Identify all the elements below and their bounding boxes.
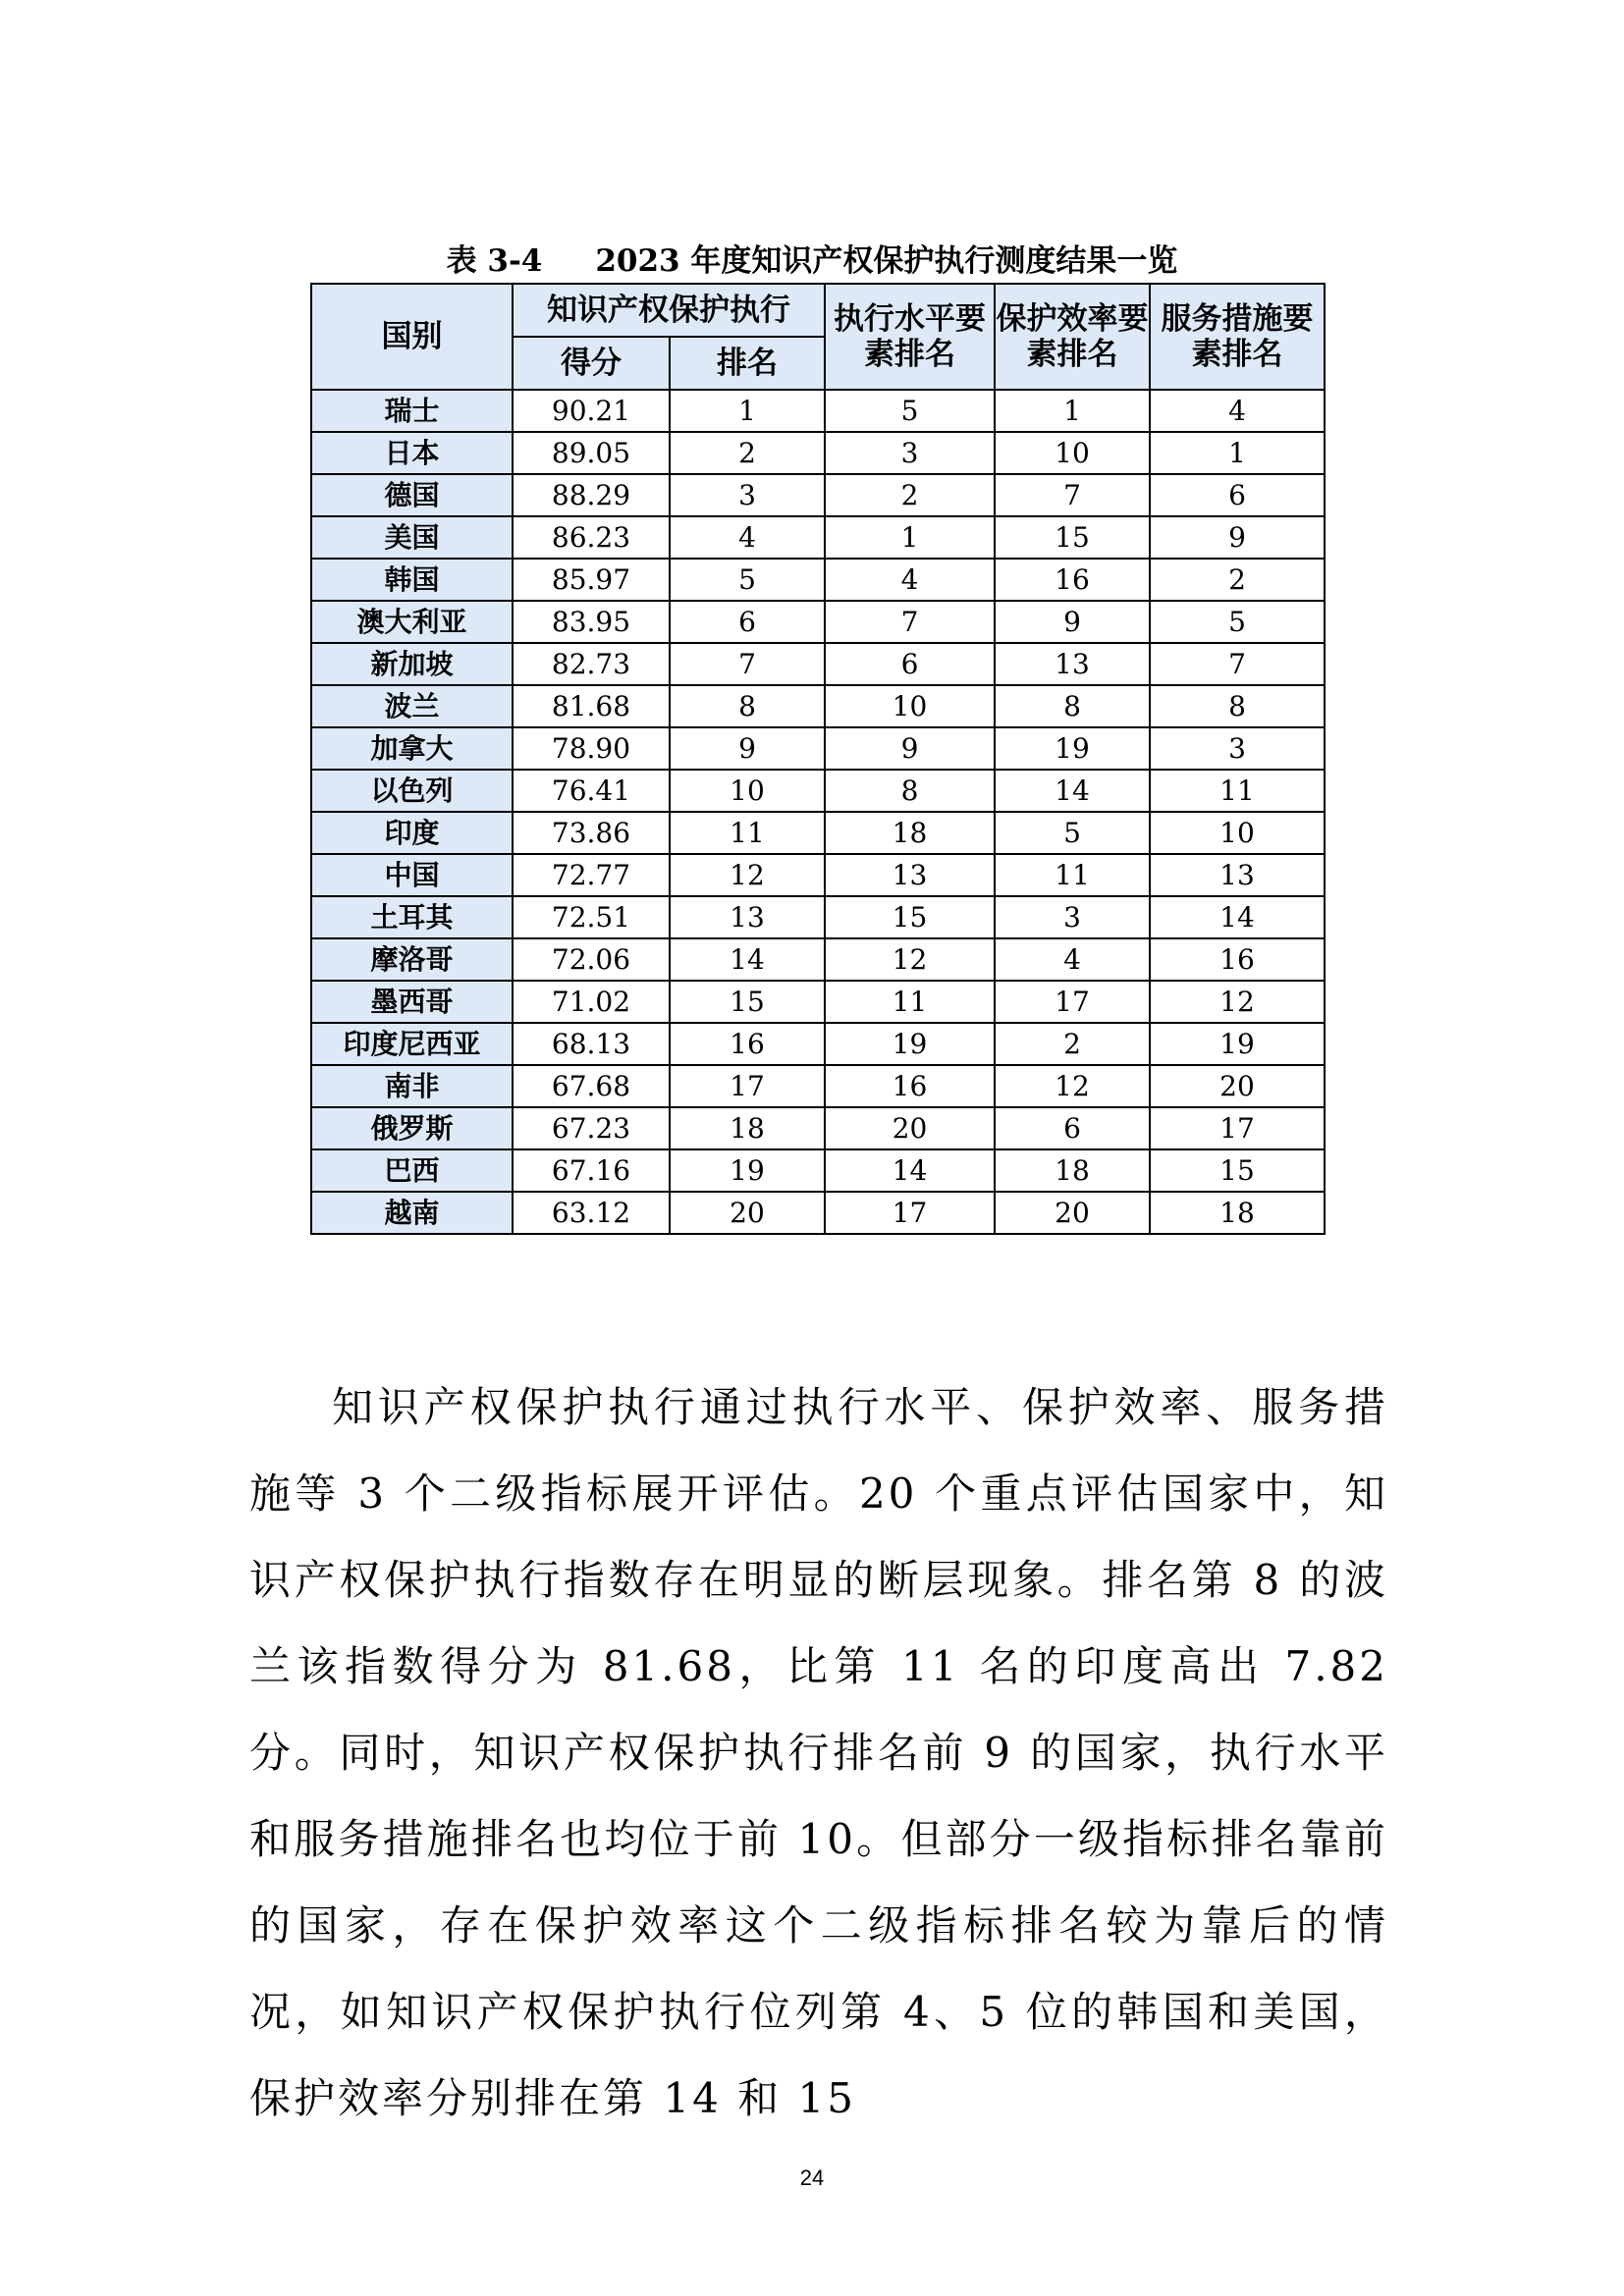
table-row xyxy=(311,1065,1325,1107)
table-row xyxy=(311,559,1325,601)
efficiency-rank-cell: 9 xyxy=(995,601,1150,643)
table-row xyxy=(311,390,1325,432)
execution-rank-cell: 7 xyxy=(825,601,995,643)
efficiency-rank-cell: 15 xyxy=(995,516,1150,559)
efficiency-rank-cell: 2 xyxy=(995,1023,1150,1065)
country-cell: 南非 xyxy=(311,1065,513,1107)
table-row xyxy=(311,981,1325,1023)
table-row xyxy=(311,938,1325,981)
score-cell: 63.12 xyxy=(513,1192,670,1234)
efficiency-rank-cell: 3 xyxy=(995,896,1150,938)
score-cell: 72.06 xyxy=(513,938,670,981)
country-cell: 以色列 xyxy=(311,770,513,812)
country-cell: 波兰 xyxy=(311,685,513,727)
table-row xyxy=(311,601,1325,643)
efficiency-rank-cell: 13 xyxy=(995,643,1150,685)
score-cell: 85.97 xyxy=(513,559,670,601)
country-cell: 新加坡 xyxy=(311,643,513,685)
header-efficiency-rank: 保护效率要素排名 xyxy=(995,284,1150,390)
service-rank-cell: 7 xyxy=(1150,643,1325,685)
table-row xyxy=(311,812,1325,854)
country-cell: 摩洛哥 xyxy=(311,938,513,981)
rank-cell: 2 xyxy=(670,432,825,474)
country-cell: 瑞士 xyxy=(311,390,513,432)
rank-cell: 4 xyxy=(670,516,825,559)
rank-cell: 6 xyxy=(670,601,825,643)
efficiency-rank-cell: 12 xyxy=(995,1065,1150,1107)
service-rank-cell: 5 xyxy=(1150,601,1325,643)
score-cell: 90.21 xyxy=(513,390,670,432)
service-rank-cell: 3 xyxy=(1150,727,1325,770)
table-row xyxy=(311,1023,1325,1065)
service-rank-cell: 14 xyxy=(1150,896,1325,938)
execution-rank-cell: 10 xyxy=(825,685,995,727)
efficiency-rank-cell: 4 xyxy=(995,938,1150,981)
table-row xyxy=(311,854,1325,896)
service-rank-cell: 9 xyxy=(1150,516,1325,559)
score-cell: 82.73 xyxy=(513,643,670,685)
country-cell: 土耳其 xyxy=(311,896,513,938)
service-rank-cell: 17 xyxy=(1150,1107,1325,1149)
service-rank-cell: 15 xyxy=(1150,1149,1325,1192)
service-rank-cell: 16 xyxy=(1150,938,1325,981)
efficiency-rank-cell: 8 xyxy=(995,685,1150,727)
results-table xyxy=(310,283,1326,1235)
score-cell: 78.90 xyxy=(513,727,670,770)
header-ip-enforcement: 知识产权保护执行 xyxy=(513,284,825,337)
efficiency-rank-cell: 11 xyxy=(995,854,1150,896)
body-paragraph: 知识产权保护执行通过执行水平、保护效率、服务措施等 3 个二级指标展开评估。20 个重点评估国家中，知识产权保护执行指数存在明显的断层现象。排名第 8 的波兰该指数得分为 81.68，比第 11 名的印度高出 7.82 分。同时，知识产权保护执行排名前 9 的国家，执行水平和服务措施排名也均位于前 10。但部分一级指标排名靠前的国家，存在保护效率这个二级指标排名较为靠后的情况，如知识产权保护执行位列第 4、5 位的韩国和美国，保护效率分别排在第 14 和 15 xyxy=(249,1383,1388,2122)
efficiency-rank-cell: 14 xyxy=(995,770,1150,812)
service-rank-cell: 19 xyxy=(1150,1023,1325,1065)
table-row xyxy=(311,727,1325,770)
header-rank: 排名 xyxy=(670,337,825,390)
efficiency-rank-cell: 17 xyxy=(995,981,1150,1023)
efficiency-rank-cell: 5 xyxy=(995,812,1150,854)
efficiency-rank-cell: 7 xyxy=(995,474,1150,516)
execution-rank-cell: 4 xyxy=(825,559,995,601)
table-row xyxy=(311,1192,1325,1234)
service-rank-cell: 1 xyxy=(1150,432,1325,474)
efficiency-rank-cell: 19 xyxy=(995,727,1150,770)
efficiency-rank-cell: 10 xyxy=(995,432,1150,474)
score-cell: 72.77 xyxy=(513,854,670,896)
header-service-rank: 服务措施要素排名 xyxy=(1150,284,1325,390)
header-execution-rank: 执行水平要素排名 xyxy=(825,284,995,390)
efficiency-rank-cell: 16 xyxy=(995,559,1150,601)
header-country: 国别 xyxy=(311,284,513,390)
efficiency-rank-cell: 18 xyxy=(995,1149,1150,1192)
score-cell: 67.23 xyxy=(513,1107,670,1149)
country-cell: 俄罗斯 xyxy=(311,1107,513,1149)
execution-rank-cell: 12 xyxy=(825,938,995,981)
score-cell: 89.05 xyxy=(513,432,670,474)
country-cell: 美国 xyxy=(311,516,513,559)
service-rank-cell: 20 xyxy=(1150,1065,1325,1107)
rank-cell: 10 xyxy=(670,770,825,812)
efficiency-rank-cell: 1 xyxy=(995,390,1150,432)
execution-rank-cell: 19 xyxy=(825,1023,995,1065)
score-cell: 67.68 xyxy=(513,1065,670,1107)
execution-rank-cell: 15 xyxy=(825,896,995,938)
execution-rank-cell: 16 xyxy=(825,1065,995,1107)
rank-cell: 9 xyxy=(670,727,825,770)
execution-rank-cell: 17 xyxy=(825,1192,995,1234)
service-rank-cell: 10 xyxy=(1150,812,1325,854)
execution-rank-cell: 18 xyxy=(825,812,995,854)
country-cell: 日本 xyxy=(311,432,513,474)
score-cell: 68.13 xyxy=(513,1023,670,1065)
service-rank-cell: 2 xyxy=(1150,559,1325,601)
rank-cell: 19 xyxy=(670,1149,825,1192)
execution-rank-cell: 1 xyxy=(825,516,995,559)
country-cell: 中国 xyxy=(311,854,513,896)
table-row xyxy=(311,432,1325,474)
service-rank-cell: 8 xyxy=(1150,685,1325,727)
score-cell: 76.41 xyxy=(513,770,670,812)
score-cell: 83.95 xyxy=(513,601,670,643)
rank-cell: 12 xyxy=(670,854,825,896)
country-cell: 越南 xyxy=(311,1192,513,1234)
table-row xyxy=(311,770,1325,812)
rank-cell: 8 xyxy=(670,685,825,727)
execution-rank-cell: 14 xyxy=(825,1149,995,1192)
service-rank-cell: 13 xyxy=(1150,854,1325,896)
score-cell: 72.51 xyxy=(513,896,670,938)
score-cell: 88.29 xyxy=(513,474,670,516)
score-cell: 86.23 xyxy=(513,516,670,559)
rank-cell: 14 xyxy=(670,938,825,981)
execution-rank-cell: 9 xyxy=(825,727,995,770)
country-cell: 印度尼西亚 xyxy=(311,1023,513,1065)
efficiency-rank-cell: 6 xyxy=(995,1107,1150,1149)
table-caption: 表 3-4 2023 年度知识产权保护执行测度结果一览 xyxy=(446,243,1178,279)
country-cell: 巴西 xyxy=(311,1149,513,1192)
service-rank-cell: 12 xyxy=(1150,981,1325,1023)
rank-cell: 3 xyxy=(670,474,825,516)
table-row xyxy=(311,1107,1325,1149)
execution-rank-cell: 11 xyxy=(825,981,995,1023)
rank-cell: 13 xyxy=(670,896,825,938)
country-cell: 德国 xyxy=(311,474,513,516)
service-rank-cell: 11 xyxy=(1150,770,1325,812)
country-cell: 澳大利亚 xyxy=(311,601,513,643)
score-cell: 81.68 xyxy=(513,685,670,727)
execution-rank-cell: 20 xyxy=(825,1107,995,1149)
body-text xyxy=(249,1364,1388,2142)
table-row xyxy=(311,474,1325,516)
table-row xyxy=(311,643,1325,685)
execution-rank-cell: 5 xyxy=(825,390,995,432)
rank-cell: 5 xyxy=(670,559,825,601)
country-cell: 墨西哥 xyxy=(311,981,513,1023)
table-body xyxy=(311,390,1325,1234)
country-cell: 韩国 xyxy=(311,559,513,601)
rank-cell: 16 xyxy=(670,1023,825,1065)
execution-rank-cell: 13 xyxy=(825,854,995,896)
efficiency-rank-cell: 20 xyxy=(995,1192,1150,1234)
execution-rank-cell: 2 xyxy=(825,474,995,516)
service-rank-cell: 18 xyxy=(1150,1192,1325,1234)
rank-cell: 20 xyxy=(670,1192,825,1234)
execution-rank-cell: 6 xyxy=(825,643,995,685)
table-row xyxy=(311,685,1325,727)
rank-cell: 7 xyxy=(670,643,825,685)
service-rank-cell: 4 xyxy=(1150,390,1325,432)
service-rank-cell: 6 xyxy=(1150,474,1325,516)
rank-cell: 11 xyxy=(670,812,825,854)
page-number: 24 xyxy=(799,2165,825,2190)
score-cell: 71.02 xyxy=(513,981,670,1023)
rank-cell: 1 xyxy=(670,390,825,432)
rank-cell: 18 xyxy=(670,1107,825,1149)
header-score: 得分 xyxy=(513,337,670,390)
table-row xyxy=(311,516,1325,559)
score-cell: 67.16 xyxy=(513,1149,670,1192)
rank-cell: 15 xyxy=(670,981,825,1023)
table-row xyxy=(311,896,1325,938)
execution-rank-cell: 3 xyxy=(825,432,995,474)
country-cell: 印度 xyxy=(311,812,513,854)
score-cell: 73.86 xyxy=(513,812,670,854)
table-row xyxy=(311,1149,1325,1192)
execution-rank-cell: 8 xyxy=(825,770,995,812)
rank-cell: 17 xyxy=(670,1065,825,1107)
country-cell: 加拿大 xyxy=(311,727,513,770)
